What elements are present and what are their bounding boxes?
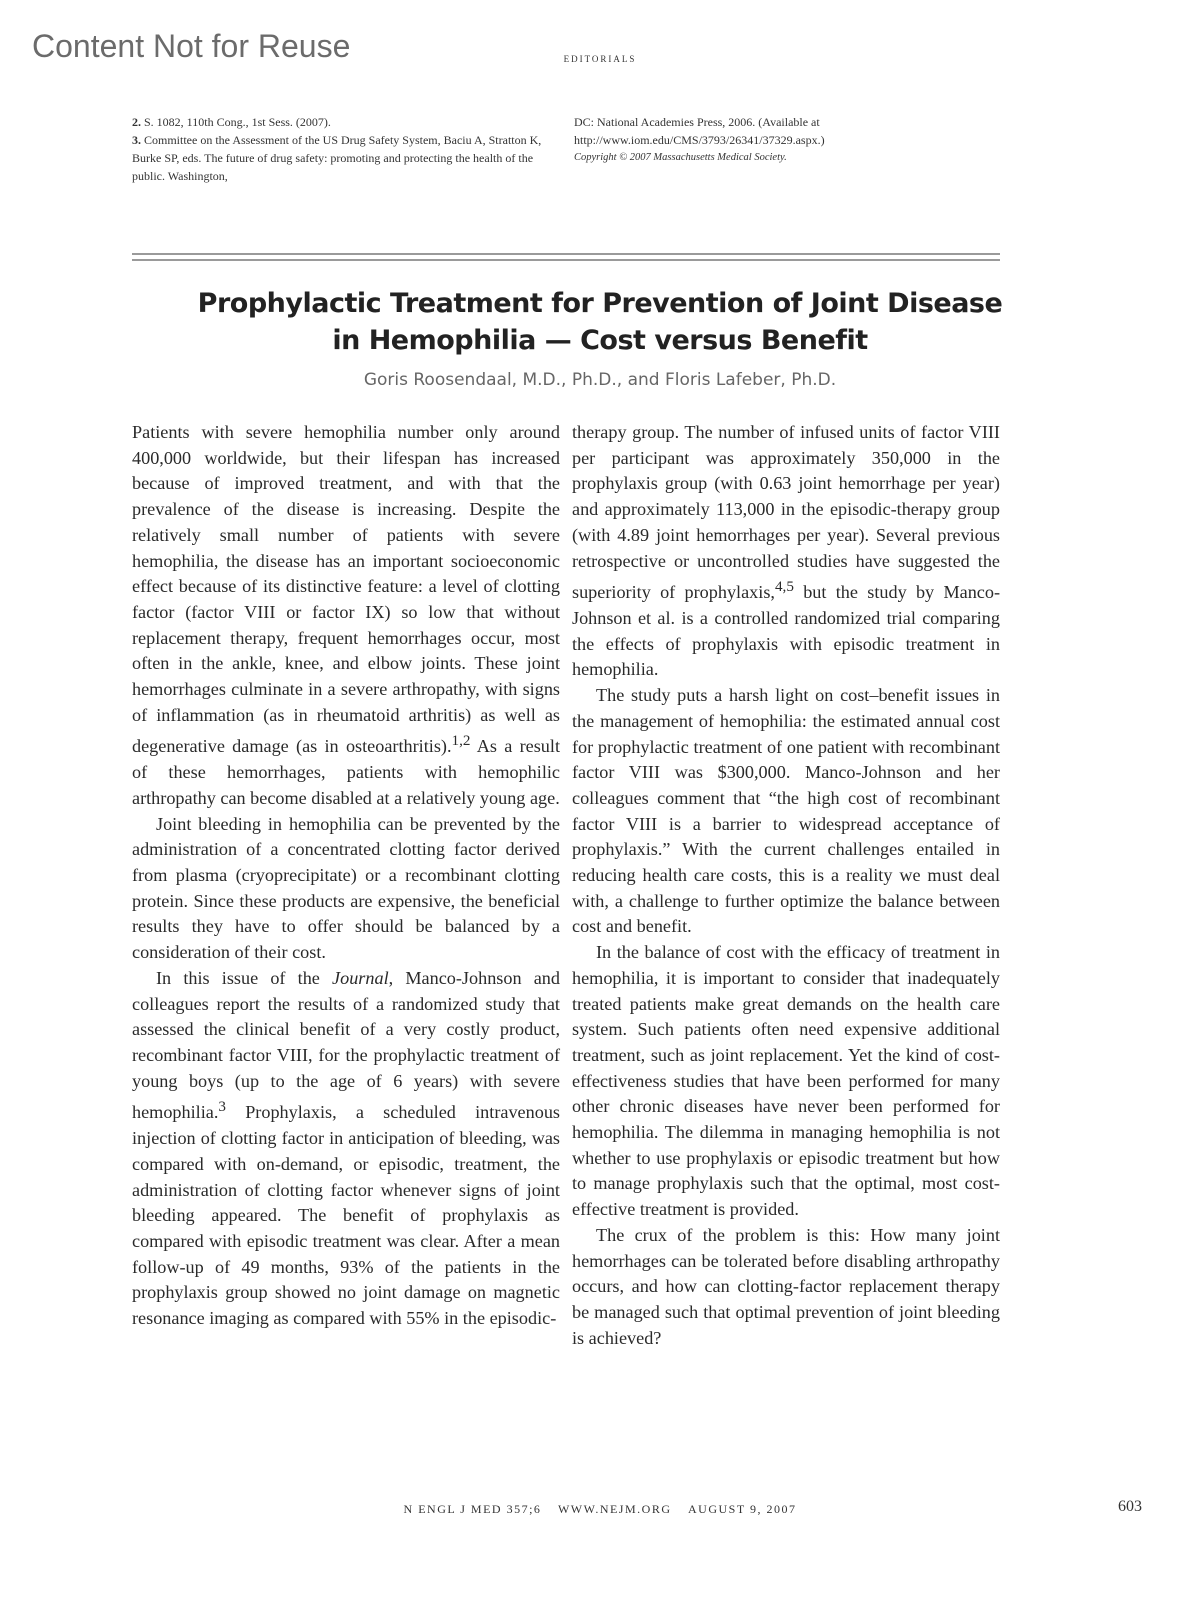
copyright-notice: Copyright © 2007 Massachusetts Medical Society.	[574, 152, 787, 163]
footer-date: AUGUST 9, 2007	[688, 1502, 797, 1516]
page-footer	[0, 1502, 1200, 1517]
paragraph: Patients with severe hemophilia number only around 400,000 worldwide, but their lifespan has increased because of improved treatment, and with that the prevalence of the disease is increasing. Despite the relatively small number of patients with severe hemophilia, the disease has an important socioeconomic effect because of its distinctive feature: a level of clotting factor (factor VIII or factor IX) so low that without replacement therapy, frequent hemorrhages occur, most often in the ankle, knee, and elbow joints. These joint hemorrhages culminate in a severe arthropathy, with signs of inflammation (as in rheumatoid arthritis) as well as degenerative damage (as in osteoarthritis).$^{1,2}$ As a result of these hemorrhages, patients with hemophilic arthropathy can become disabled at a relatively young age.	[132, 422, 561, 808]
references-right-column	[574, 113, 1002, 185]
references-left-column	[132, 113, 560, 185]
reference-text: S. 1082, 110th Cong., 1st Sess. (2007).	[144, 115, 331, 129]
reference-text: Committee on the Assessment of the US Drug Safety System, Baciu A, Stratton K, Burke SP, eds. The future of drug safety: promoting and protecting the health of the public. Washington,	[132, 133, 542, 183]
reference-number: 2.	[132, 115, 141, 129]
page-number: 603	[1118, 1498, 1142, 1515]
title-line-1: Prophylactic Treatment for Prevention of Joint Disease	[197, 288, 1003, 319]
divider-rule	[132, 253, 1000, 255]
paragraph: The study puts a harsh light on cost–benefit issues in the management of hemophilia: the estimated annual cost for prophylactic treatment of one patient with recombinant factor VIII was $300,000. Manco-Johnson and her colleagues comment that “the high cost of recombinant factor VIII is a barrier to widespread acceptance of prophylaxis.” With the current challenges entailed in reducing health care costs, this is a reality we must deal with, a challenge to further optimize the balance between cost and benefit.	[572, 685, 1000, 937]
reference-item	[132, 131, 560, 185]
article-title	[0, 285, 1200, 359]
body-column-left	[132, 420, 560, 1351]
reference-number: 3.	[132, 133, 141, 147]
divider-rule	[132, 259, 1000, 261]
reference-item	[132, 113, 560, 131]
section-label: editorials	[563, 50, 637, 65]
paragraph: therapy group. The number of infused units of factor VIII per participant was approximately 350,000 in the prophylaxis group (with 0.63 joint hemorrhage per year) and approximately 113,000 in the episodic-therapy group (with 4.89 joint hemorrhages per year). Several previous retrospective or uncontrolled studies have suggested the superiority of prophylaxis,$^{4,5}$ but the study by Manco-Johnson et al. is a controlled randomized trial comparing the effects of prophylaxis with episodic treatment in hemophilia.	[572, 422, 1001, 680]
paragraph: The crux of the problem is this: How many joint hemorrhages can be tolerated before disabling arthropathy occurs, and how can clotting-factor replacement therapy be managed such that optimal prevention of joint bleeding is achieved?	[572, 1224, 1000, 1348]
footer-site: WWW.NEJM.ORG	[557, 1502, 672, 1516]
paragraph: Joint bleeding in hemophilia can be prevented by the administration of a concentrated clotting factor derived from plasma (cryoprecipitate) or a recombinant clotting protein. Since these products are expensive, the beneficial results they have to offer should be balanced by a consideration of their cost.	[132, 813, 560, 963]
paragraph: In this issue of the Journal, Manco-Johnson and colleagues report the results of a randomized study that assessed the clinical benefit of a very costly product, recombinant factor VIII, for the prophylactic treatment of young boys (up to the age of 6 years) with severe hemophilia.$^3$ Prophylaxis, a scheduled intravenous injection of clotting factor in anticipation of bleeding, was compared with on-demand, or episodic, treatment, the administration of clotting factor whenever signs of joint bleeding appeared. The benefit of prophylaxis as compared with episodic treatment was clear. After a mean follow-up of 49 months, 93% of the patients in the prophylaxis group showed no joint damage on magnetic resonance imaging as compared with 55% in the episodic-	[132, 967, 560, 1329]
watermark: Content Not for Reuse	[32, 28, 351, 64]
article-authors: Goris Roosendaal, M.D., Ph.D., and Floris Lafeber, Ph.D.	[363, 370, 837, 390]
paragraph: In the balance of cost with the efficacy of treatment in hemophilia, it is important to consider that inadequately treated patients make great demands on the health care system. Such patients often need expensive additional treatment, such as joint replacement. Yet the kind of cost-effectiveness studies that have been performed for many other chronic diseases have never been performed for hemophilia. The dilemma in managing hemophilia is not whether to use prophylaxis or episodic treatment but how to manage prophylaxis such that the optimal, most cost-effective treatment is provided.	[572, 942, 1000, 1220]
references	[132, 113, 1002, 185]
footer-journal: N ENGL J MED 357;6	[403, 1502, 542, 1516]
article-body	[132, 420, 1000, 1351]
reference-continuation: DC: National Academies Press, 2006. (Available at http://www.iom.edu/CMS/3793/26341/37329.aspx.)	[574, 115, 825, 147]
title-line-2: in Hemophilia — Cost versus Benefit	[332, 325, 868, 356]
body-column-right	[572, 420, 1000, 1351]
